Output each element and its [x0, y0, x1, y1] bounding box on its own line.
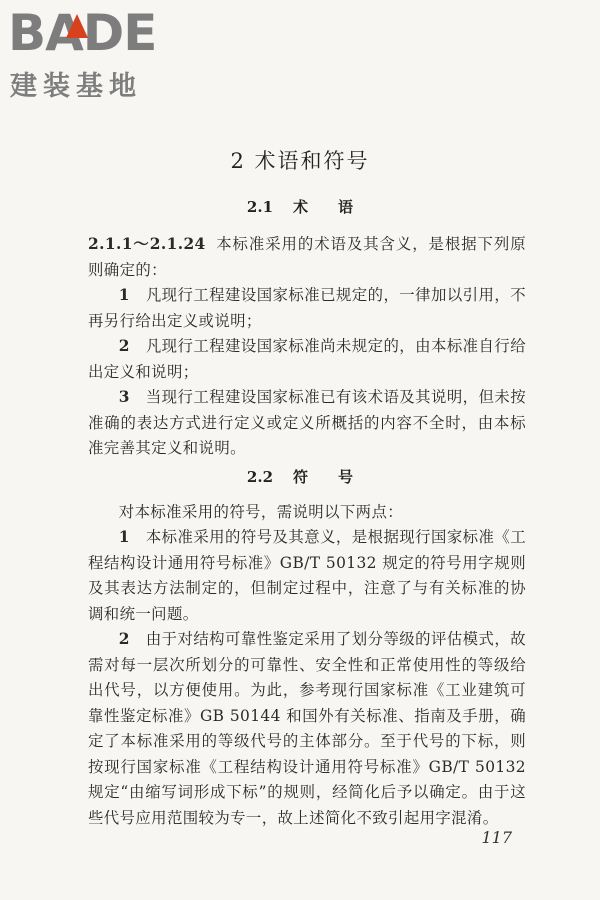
logo-accent-triangle-icon [66, 14, 88, 38]
item-text: 凡现行工程建设国家标准已规定的，一律加以引用，不再另行给出定义或说明； [88, 286, 526, 330]
section-heading-symbols [0, 466, 600, 487]
item-text: 由于对结构可靠性鉴定采用了划分等级的评估模式，故需对每一层次所划分的可靠性、安全性和正常使用性的等级给出代号，以方便使用。为此，参考现行国家标准《工业建筑可靠性鉴定标准》GB 50144 和国外有关标准、指南及手册，确定了本标准采用的等级代号的主体部分。至于代号的下标，则按现行国家标准《工程结构设计通用符号标准》GB/T 50132 规定“由缩写词形成下标”的规则，经简化后予以确定。由于这些代号应用范围较为专一，故上述简化不致引起用字混淆。 [88, 630, 526, 827]
section-heading-terms [0, 196, 600, 217]
chapter-title: 2 术语和符号 [230, 149, 370, 173]
item-number: 2 [118, 630, 130, 648]
terms-item [88, 385, 526, 462]
section-title-char: 符 [293, 468, 309, 486]
item-number: 3 [118, 388, 130, 406]
logo-brand: BADE [8, 4, 157, 62]
bade-logo [8, 4, 178, 100]
item-number: 1 [118, 286, 130, 304]
section-title-char: 术 [293, 198, 309, 216]
item-number: 2 [118, 337, 130, 355]
item-text: 当现行工程建设国家标准已有该术语及其说明，但未按准确的表达方式进行定义或定义所概括的内容不全时，由本标准完善其定义和说明。 [88, 388, 526, 457]
item-text: 本标准采用的符号及其意义，是根据现行国家标准《工程结构设计通用符号标准》GB/T 50132 规定的符号用字规则及其表达方法制定的，但制定过程中，注意了与有关标准的协调和统一问题。 [88, 528, 526, 623]
symbols-item [88, 627, 526, 831]
item-number: 1 [118, 528, 130, 546]
symbols-intro-paragraph: 对本标准采用的符号，需说明以下两点： [118, 503, 404, 521]
terms-item [88, 334, 526, 385]
terms-item [88, 283, 526, 334]
item-text: 凡现行工程建设国家标准尚未规定的，由本标准自行给出定义和说明； [88, 337, 526, 381]
symbols-item [88, 525, 526, 627]
page-number: 117 [481, 828, 512, 847]
section-number: 2.2 [246, 468, 274, 486]
section-title-char: 语 [338, 198, 354, 216]
section-number: 2.1 [246, 198, 274, 216]
section-title-char: 号 [338, 468, 354, 486]
terms-intro-paragraph [88, 232, 526, 283]
terms-intro-text: 本标准采用的术语及其含义，是根据下列原则确定的： [88, 235, 526, 279]
logo-subtitle: 建装基地 [10, 71, 142, 102]
clause-reference: 2.1.1～2.1.24 [88, 235, 206, 253]
